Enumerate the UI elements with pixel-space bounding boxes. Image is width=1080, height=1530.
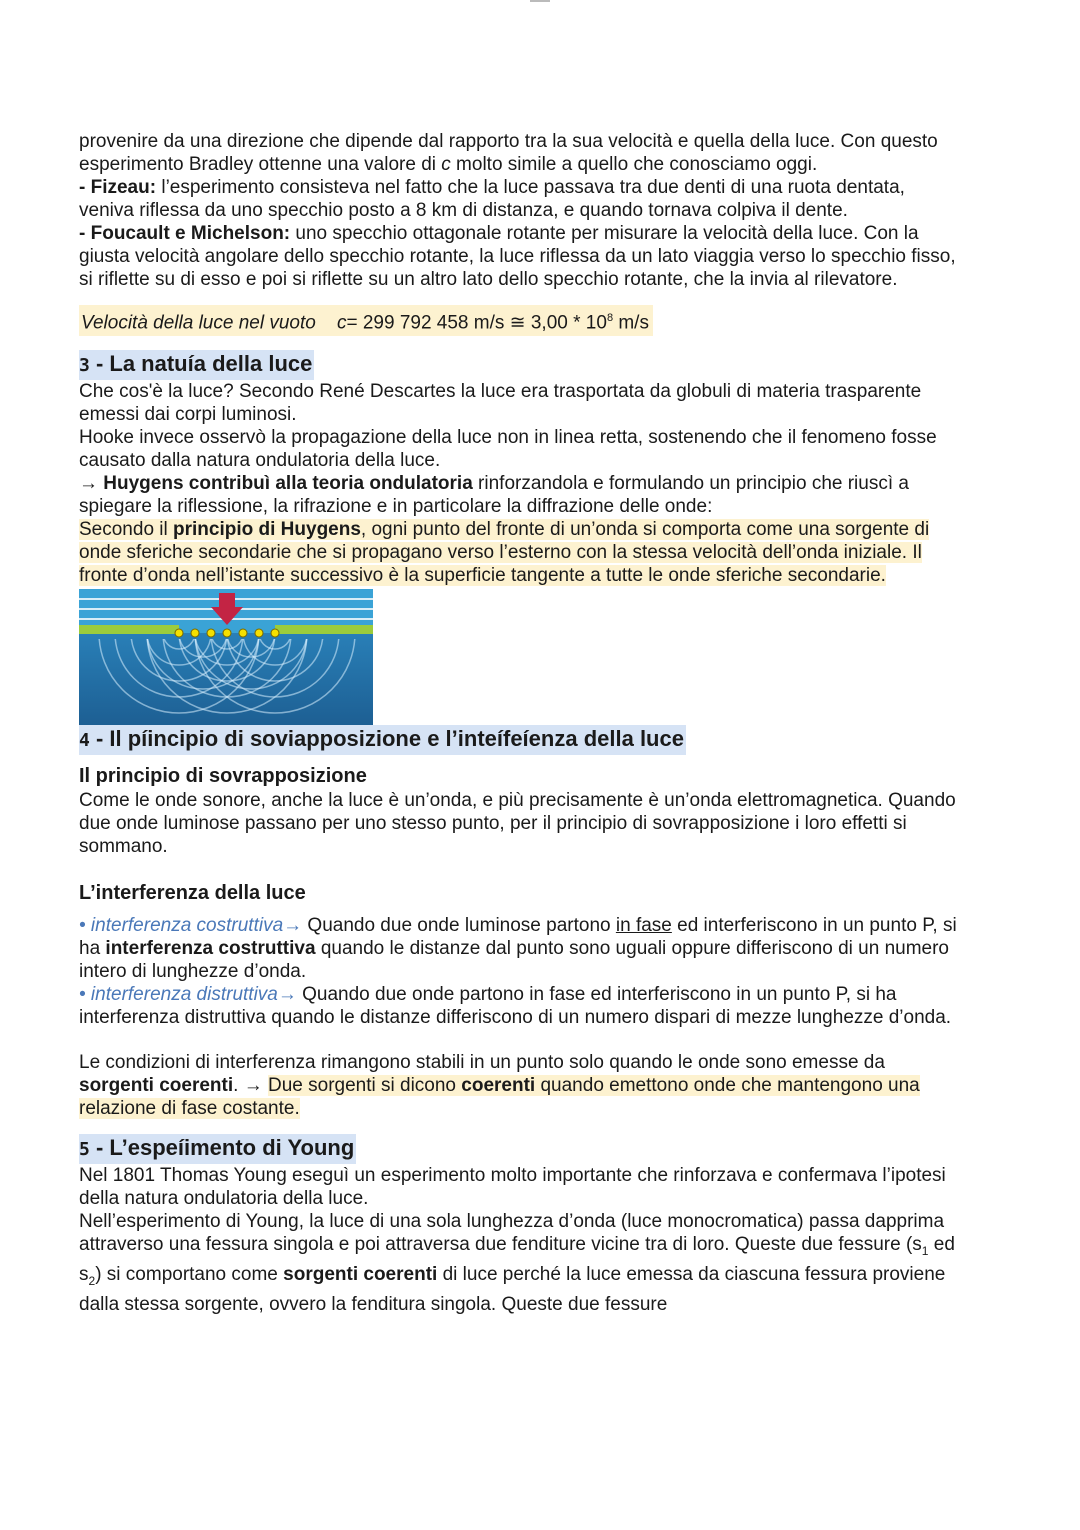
in-phase-underline: in fase	[615, 915, 672, 937]
formula-unit: m/s	[613, 312, 649, 334]
foucault-label: - Foucault e Michelson:	[79, 223, 291, 244]
section-number: 3	[79, 355, 90, 377]
section-3-paragraph: Hooke invece osservò la propagazione della luce non in linea retta, sostenendo che il fenomeno fosse causato dalla natura ondulatoria della luce.	[79, 427, 937, 472]
fizeau-label: - Fizeau:	[79, 177, 157, 198]
huygens-bold: Huygens contribuì alla teoria ondulatoria	[103, 473, 473, 495]
bullet-constructive: • interferenza costruttiva→ Quando due onde luminose partono in fase ed interferiscono in un punto P, si ha interferenza costruttiva quando le distanze dal punto sono uguali oppure differiscono di un numero intero di lunghezze d’onda.	[79, 915, 957, 983]
section-3-paragraph: → Huygens contribuì alla teoria ondulatoria rinforzandola e formulando un principio che riuscì a spiegare la riflessione, la rifrazione e in particolare la diffrazione delle onde:	[79, 473, 909, 518]
section-4-heading	[79, 725, 686, 755]
subheading-superposition: Il principio di sovrapposizione	[79, 765, 367, 788]
young-paragraph: Nel 1801 Thomas Young eseguì un esperimento molto importante che rinforzava e confermava l’ipotesi della natura ondulatoria della luce.	[79, 1165, 946, 1210]
section-3-heading	[79, 350, 314, 380]
section-title: - La natuía della luce	[89, 351, 313, 377]
foucault-text: uno specchio ottagonale rotante per misurare la velocità della luce. Con la giusta velocità angolare dello specchio rotante, la luce riflessa da un lato viaggia verso lo specchio fisso, si riflette su di esso e poi si riflette su un altro lato dello specchio rotante, che la invia al rilevatore.	[79, 223, 956, 290]
fizeau-text: l’esperimento consisteva nel fatto che la luce passava tra due denti di una ruota dentata, veniva riflessa da uno specchio posto a 8 km di distanza, e quando tornava colpiva il dente.	[79, 177, 905, 221]
section-title: - Il píincipio di soviapposizione e l’inteífeíenza della luce	[89, 726, 684, 752]
subheading-interference: L’interferenza della luce	[79, 882, 306, 905]
section-3-paragraph: Che cos'è la luce? Secondo René Descartes la luce era trasportata da globuli di materia trasparente emessi dai corpi luminosi.	[79, 381, 922, 426]
huygens-principle-bold: principio di Huygens	[173, 519, 361, 541]
huygens-wave-figure	[79, 589, 373, 725]
intro-paragraph	[79, 130, 959, 176]
constructive-label: • interferenza costruttiva→	[79, 915, 303, 937]
young-paragraph: Nell’esperimento di Young, la luce di una sola lunghezza d’onda (luce monocromatica) passa dapprima attraverso una fessura singola e poi attraversa due fenditure vicine tra di loro. Queste due fessure ($s_1$ ed $s_2$) si comportano come sorgenti coerenti di luce perché la luce emessa da ciascuna fessura proviene dalla stessa sorgente, ovvero la fenditura singola. Queste due fessure	[79, 1211, 955, 1315]
speed-variable: c	[441, 154, 451, 175]
intro-line: molto simile a quello che conosciamo oggi.	[450, 154, 818, 175]
section-title: - L’espeíimento di Young	[89, 1135, 355, 1161]
light-speed-formula	[79, 305, 959, 336]
superposition-paragraph: Come le onde sonore, anche la luce è un’onda, e più precisamente è un’onda elettromagnetica. Quando due onde luminose passano per uno stesso punto, per il principio di sovrapposizione i loro effetti si sommano.	[79, 790, 956, 858]
fizeau-paragraph	[79, 176, 959, 222]
formula-label: Velocità della luce nel vuoto	[81, 312, 316, 334]
document-page	[79, 130, 959, 1316]
formula-value: = 299 792 458 m/s ≅ 3,00 * 10	[346, 312, 607, 334]
huygens-principle: Secondo il principio di Huygens, ogni punto del fronte di un’onda si comporta come una sorgente di onde sferiche secondarie che si propagano verso l’esterno con la stessa velocità dell’onda iniziale. Il fronte d’onda nell’istante successivo è la superficie tangente a tutte le onde sferiche secondarie.	[79, 519, 930, 587]
formula-variable: c	[336, 312, 347, 334]
intro-line: provenire da una direzione che dipende dal rapporto tra la sua velocità e quella della luce. Con	[79, 131, 876, 152]
page-top-mark	[530, 0, 550, 2]
section-number: 5	[79, 1139, 90, 1161]
section-number: 4	[79, 730, 90, 752]
section-5-heading	[79, 1134, 356, 1164]
formula-exponent: 8	[606, 312, 614, 324]
coherence-paragraph: Le condizioni di interferenza rimangono stabili in un punto solo quando le onde sono emesse da sorgenti coerenti. → Due sorgenti si dicono coerenti quando emettono onde che mantengono una relazione di fase costante.	[79, 1052, 920, 1120]
destructive-label: • interferenza distruttiva→	[79, 984, 297, 1006]
intro-line: questo esperimento Bradley ottenne una valore di	[79, 131, 938, 175]
bullet-destructive: • interferenza distruttiva→ Quando due onde partono in fase ed interferiscono in un punto P, si ha interferenza distruttiva quando le distanze differiscono di un numero dispari di mezze lunghezze d’onda.	[79, 984, 952, 1029]
foucault-paragraph	[79, 222, 959, 291]
